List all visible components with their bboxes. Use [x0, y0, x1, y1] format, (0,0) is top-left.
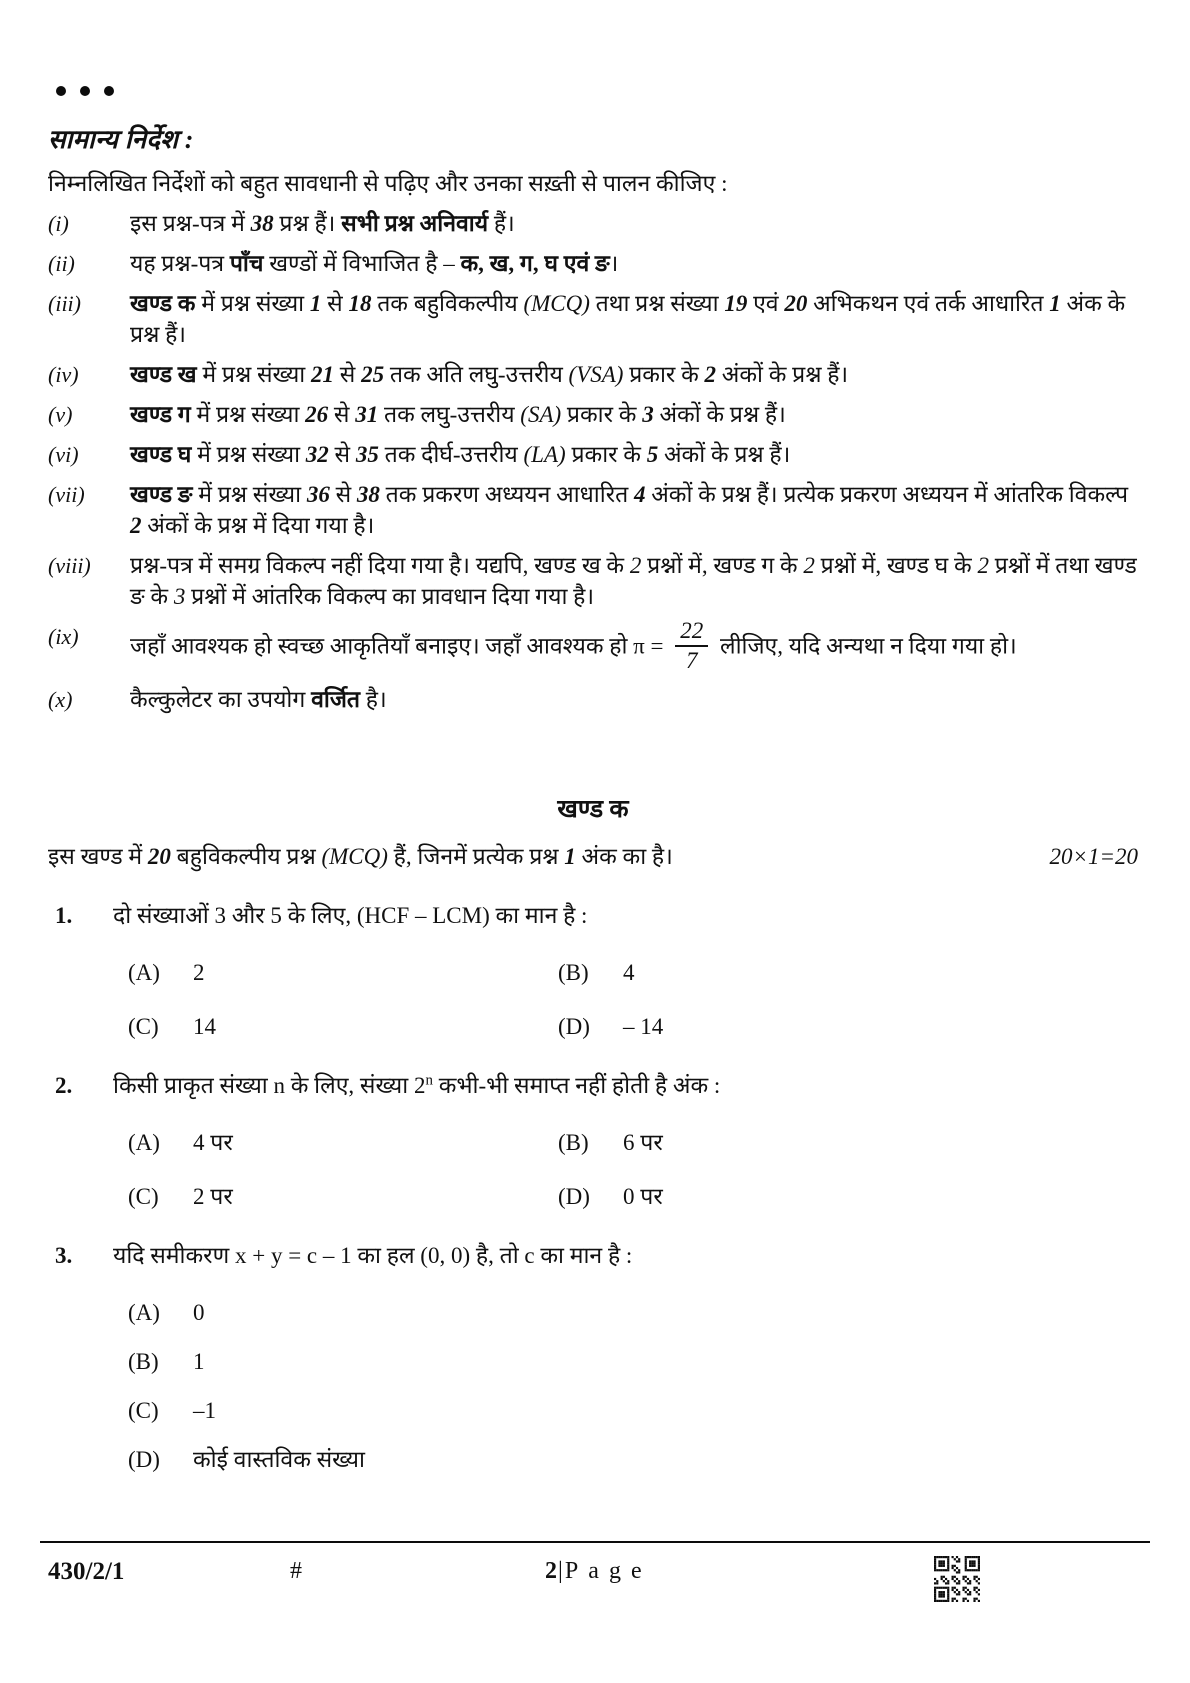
option-text: – 14	[623, 1014, 664, 1040]
question-number: 2.	[55, 1073, 73, 1099]
option-text: 1	[193, 1349, 205, 1375]
question-text: यदि समीकरण x + y = c – 1 का हल (0, 0) है, तो c का मान है :	[113, 1243, 633, 1269]
question-body	[113, 1070, 1138, 1212]
option-label: (C)	[128, 1184, 159, 1210]
option-item	[128, 1445, 1138, 1475]
instruction-text: इस प्रश्न-पत्र में 38 प्रश्न हैं। सभी प्रश्न अनिवार्य हैं।	[130, 211, 515, 236]
instruction-item	[48, 359, 1138, 390]
option-item	[128, 1347, 1138, 1377]
question-text: दो संख्याओं 3 और 5 के लिए, (HCF – LCM) का मान है :	[113, 903, 588, 929]
section-intro-row	[48, 841, 1138, 872]
instruction-text: जहाँ आवश्यक हो स्वच्छ आकृतियाँ बनाइए। जहाँ आवश्यक हो π = $\frac{22}{7}$ लीजिए, यदि अन्यथा न दिया गया हो।	[130, 618, 1017, 674]
option-text: 4	[623, 960, 635, 986]
instruction-text: खण्ड ख में प्रश्न संख्या 21 से 25 तक अति लघु-उत्तरीय (VSA) प्रकार के 2 अंकों के प्रश्न हैं।	[130, 362, 849, 387]
section-marks: 20×1=20	[1049, 844, 1138, 870]
instruction-label: (iii)	[48, 291, 81, 316]
option-text: कोई वास्तविक संख्या	[193, 1447, 365, 1473]
option-text: 2 पर	[193, 1184, 233, 1210]
question-body	[113, 1240, 1138, 1475]
instruction-item	[48, 439, 1138, 470]
option-label: (A)	[128, 960, 160, 986]
option-item	[128, 1298, 1138, 1328]
page-number: 2	[545, 1558, 557, 1584]
general-instructions-title: सामान्य निर्देश :	[48, 125, 194, 154]
page-content	[48, 86, 1138, 1475]
question-text: किसी प्राकृत संख्या n के लिए, संख्या 2$^n$ कभी-भी समाप्त नहीं होती है अंक :	[113, 1072, 721, 1099]
instruction-label: (vi)	[48, 442, 79, 467]
hash-mark: #	[290, 1558, 302, 1584]
option-item	[558, 1012, 1138, 1042]
option-label: (B)	[558, 960, 589, 986]
instruction-item	[48, 208, 1138, 239]
option-item	[128, 1182, 558, 1212]
option-text: 0	[193, 1300, 205, 1326]
instruction-label: (ii)	[48, 251, 75, 276]
instruction-label: (vii)	[48, 482, 85, 507]
section-intro-text: इस खण्ड में 20 बहुविकल्पीय प्रश्न (MCQ) हैं, जिनमें प्रत्येक प्रश्न 1 अंक का है।	[48, 844, 673, 870]
ellipsis-dots-icon	[56, 86, 1138, 96]
instruction-item	[48, 618, 1138, 675]
instruction-label: (i)	[48, 211, 69, 236]
instruction-item	[48, 550, 1138, 612]
option-text: 6 पर	[623, 1130, 663, 1156]
paper-code: 430/2/1	[48, 1558, 125, 1585]
option-label: (B)	[558, 1130, 589, 1156]
instruction-text: खण्ड ङ में प्रश्न संख्या 36 से 38 तक प्रकरण अध्ययन आधारित 4 अंकों के प्रश्न हैं। प्रत्येक प्रकरण अध्ययन में आंतरिक विकल्प 2 अंकों के प्रश्न में दिया गया है।	[130, 482, 1129, 538]
instruction-text: खण्ड घ में प्रश्न संख्या 32 से 35 तक दीर्घ-उत्तरीय (LA) प्रकार के 5 अंकों के प्रश्न हैं।	[130, 442, 791, 467]
option-label: (D)	[128, 1447, 160, 1473]
question-block	[48, 900, 1138, 1042]
option-label: (A)	[128, 1300, 160, 1326]
questions-list	[48, 900, 1138, 1475]
fraction: $\frac{22}{7}$	[675, 619, 708, 673]
page-separator: |	[558, 1558, 563, 1584]
option-label: (C)	[128, 1398, 159, 1424]
option-item	[558, 958, 1138, 988]
section-title: खण्ड क	[557, 796, 629, 824]
options-grid	[113, 1298, 1138, 1475]
question-body	[113, 900, 1138, 1042]
options-grid	[113, 1128, 1138, 1212]
question-number: 1.	[55, 903, 73, 929]
footer-divider	[40, 1541, 1150, 1543]
option-label: (B)	[128, 1349, 159, 1375]
question-block	[48, 1070, 1138, 1212]
instruction-item	[48, 288, 1138, 350]
option-text: 14	[193, 1014, 216, 1040]
option-item	[558, 1182, 1138, 1212]
instruction-text: यह प्रश्न-पत्र पाँच खण्डों में विभाजित है – क, ख, ग, घ एवं ङ।	[130, 251, 619, 276]
instruction-item	[48, 399, 1138, 430]
instruction-label: (viii)	[48, 553, 91, 578]
option-label: (D)	[558, 1014, 590, 1040]
question-number: 3.	[55, 1243, 73, 1269]
question-block	[48, 1240, 1138, 1475]
instruction-item	[48, 479, 1138, 541]
instructions-list	[48, 208, 1138, 715]
instruction-item	[48, 248, 1138, 279]
option-label: (A)	[128, 1130, 160, 1156]
option-text: 4 पर	[193, 1130, 233, 1156]
instruction-label: (iv)	[48, 362, 79, 387]
options-grid	[113, 958, 1138, 1042]
option-item	[128, 958, 558, 988]
general-instructions-intro: निम्नलिखित निर्देशों को बहुत सावधानी से पढ़िए और उनका सख़्ती से पालन कीजिए :	[48, 171, 728, 196]
page-indicator	[545, 1558, 652, 1585]
option-text: 2	[193, 960, 205, 986]
instruction-text: खण्ड क में प्रश्न संख्या 1 से 18 तक बहुविकल्पीय (MCQ) तथा प्रश्न संख्या 19 एवं 20 अभिकथन एवं तर्क आधारित 1 अंक के प्रश्न हैं।	[130, 291, 1126, 347]
qr-code-icon	[934, 1556, 980, 1602]
option-label: (D)	[558, 1184, 590, 1210]
option-text: 0 पर	[623, 1184, 663, 1210]
page-word: Page	[564, 1558, 652, 1584]
instruction-text: प्रश्न-पत्र में समग्र विकल्प नहीं दिया गया है। यद्यपि, खण्ड ख के 2 प्रश्नों में, खण्ड ग के 2 प्रश्नों में, खण्ड घ के 2 प्रश्नों में तथा खण्ड ङ के 3 प्रश्नों में आंतरिक विकल्प का प्रावधान दिया गया है।	[130, 553, 1137, 609]
option-item	[558, 1128, 1138, 1158]
option-item	[128, 1012, 558, 1042]
instruction-text: कैल्कुलेटर का उपयोग वर्जित है।	[130, 687, 387, 713]
option-item	[128, 1128, 558, 1158]
instruction-label: (ix)	[48, 624, 79, 649]
instruction-text: खण्ड ग में प्रश्न संख्या 26 से 31 तक लघु-उत्तरीय (SA) प्रकार के 3 अंकों के प्रश्न हैं।	[130, 402, 786, 427]
option-label: (C)	[128, 1014, 159, 1040]
option-text: –1	[193, 1398, 216, 1424]
option-item	[128, 1396, 1138, 1426]
instruction-item	[48, 684, 1138, 715]
instruction-label: (v)	[48, 402, 73, 427]
instruction-label: (x)	[48, 687, 73, 713]
